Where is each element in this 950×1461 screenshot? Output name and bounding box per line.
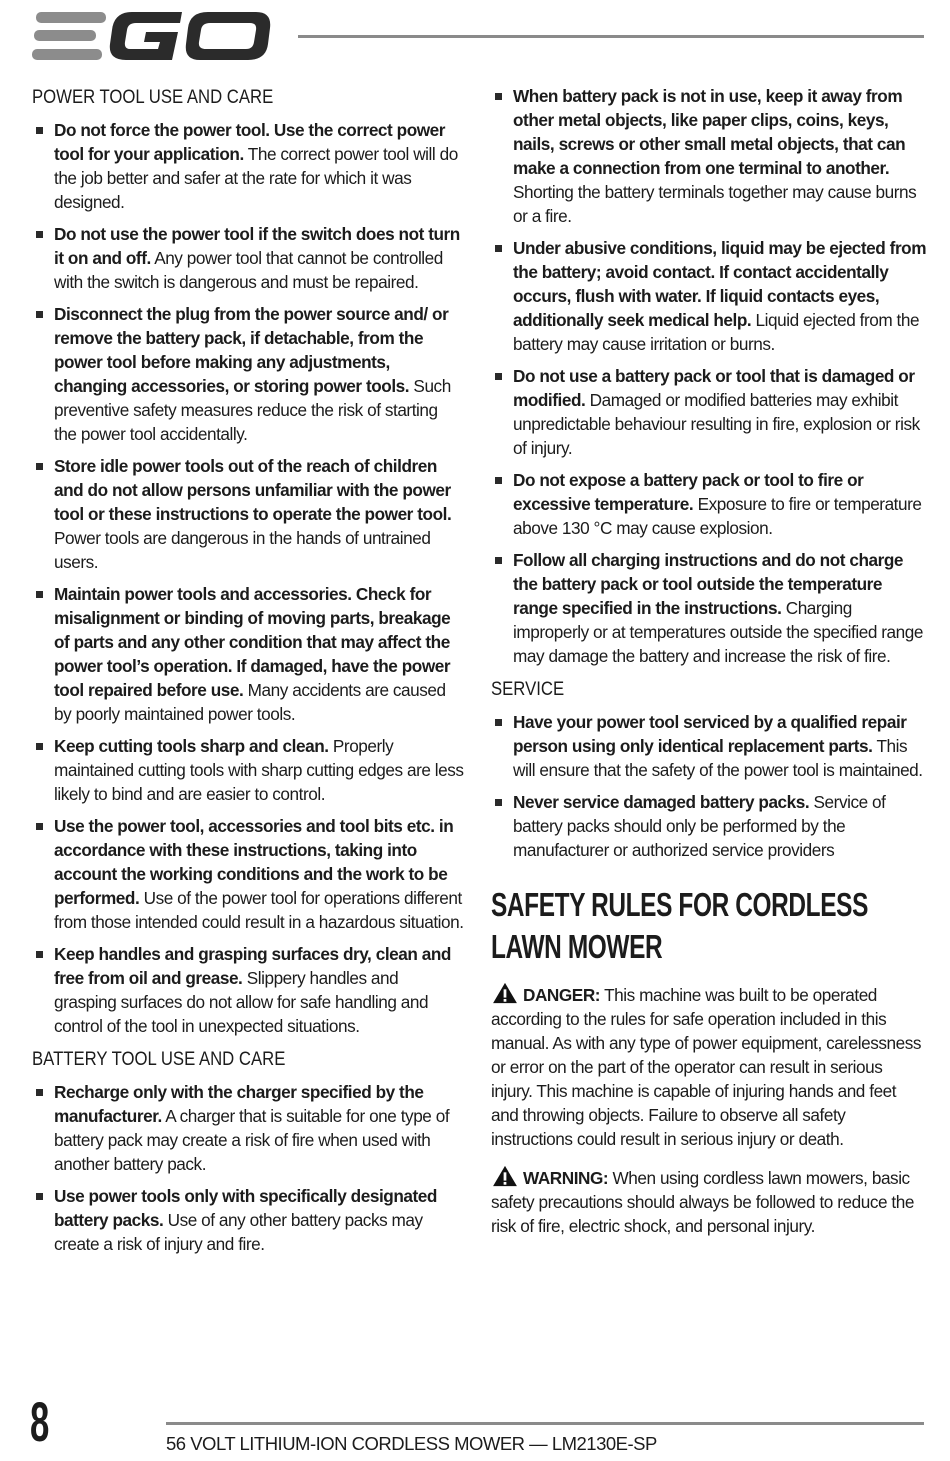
- danger-text: This machine was built to be operated according to the rules for safe operation included in this manual. As with any type of power equipment, carelessness or error on the part of the operator can result in serious injury. This machine is capable of injuring hands and feet and throwing objects. Failure to observe all safety instructions could result in serious injury or death.: [491, 985, 922, 1149]
- danger-label: DANGER:: [523, 985, 601, 1005]
- list-item: [32, 1184, 464, 1256]
- list-item-bold: Never service damaged battery packs.: [513, 792, 810, 812]
- list-item: [32, 302, 464, 446]
- ego-logo: [32, 8, 272, 64]
- list-item-text: Service of battery packs should only be performed by the manufacturer or authorized service providers: [513, 792, 886, 860]
- warning-paragraph: [491, 1165, 927, 1238]
- list-item: [491, 468, 927, 540]
- list-item-text: Slippery handles and grasping surfaces do not allow for safe handling and control of the tool in unexpected situations.: [54, 968, 429, 1036]
- list-item-text: Exposure to fire or temperature above 130 °C may cause explosion.: [513, 494, 922, 538]
- list-item: [32, 1080, 464, 1176]
- list-item: [32, 814, 464, 934]
- list-item-text: The correct power tool will do the job better and safer at the rate for which it was designed.: [54, 144, 458, 212]
- list-item: [491, 84, 927, 228]
- list-item: [32, 222, 464, 294]
- list-item-bold: Keep cutting tools sharp and clean.: [54, 736, 329, 756]
- list-item-bold: Recharge only with the charger specified by the manufacturer.: [54, 1082, 424, 1126]
- list-item-text: Shorting the battery terminals together may cause burns or a fire.: [513, 182, 917, 226]
- list-item-text: Properly maintained cutting tools with sharp cutting edges are less likely to bind and are easier to control.: [54, 736, 464, 804]
- list-item-bold: Use the power tool, accessories and tool bits etc. in accordance with these instructions, taking into account the working conditions and the work to be performed.: [54, 816, 454, 908]
- list-item-bold: Store idle power tools out of the reach of children and do not allow persons unfamiliar with the power tool or these instructions to operate the power tool.: [54, 456, 452, 524]
- list-item-bold: Under abusive conditions, liquid may be ejected from the battery; avoid contact. If contact accidentally occurs, flush with water. If liquid contacts eyes, additionally seek medical help.: [513, 238, 927, 330]
- list-item-text: Such preventive safety measures reduce the risk of starting the power tool accidentally.: [54, 376, 451, 444]
- section-title-power-tool: POWER TOOL USE AND CARE: [32, 87, 274, 108]
- list-item-text: Use of any other battery packs may create a risk of injury and fire.: [54, 1210, 423, 1254]
- battery-safety-list: [491, 84, 927, 668]
- list-item-bold: Do not use a battery pack or tool that is damaged or modified.: [513, 366, 915, 410]
- list-item-bold: Maintain power tools and accessories. Check for misalignment or binding of moving parts, breakage of parts and any other condition that may affect the power tool’s operation. If damaged, have the power tool repaired before use.: [54, 584, 451, 700]
- list-item: [32, 734, 464, 806]
- section-title-battery-tool: BATTERY TOOL USE AND CARE: [32, 1049, 286, 1070]
- list-item-text: Use of the power tool for operations different from those intended could result in a hazardous situation.: [54, 888, 464, 932]
- list-item-bold: When battery pack is not in use, keep it away from other metal objects, like paper clips, coins, keys, nails, screws or other small metal objects, that can make a connection from one terminal to another.: [513, 86, 906, 178]
- left-column: [32, 84, 464, 1264]
- battery-tool-list: [32, 1080, 464, 1256]
- right-column: [491, 84, 927, 1252]
- header-rule: [298, 35, 924, 38]
- power-tool-list: [32, 118, 464, 1038]
- list-item: [491, 710, 927, 782]
- footer-rule: [166, 1422, 924, 1425]
- list-item-bold: Keep handles and grasping surfaces dry, clean and free from oil and grease.: [54, 944, 451, 988]
- list-item-bold: Use power tools only with specifically designated battery packs.: [54, 1186, 437, 1230]
- list-item: [491, 548, 927, 668]
- list-item-text: This will ensure that the safety of the power tool is maintained.: [513, 736, 923, 780]
- list-item-text: Liquid ejected from the battery may cause irritation or burns.: [513, 310, 920, 354]
- warning-label: WARNING:: [523, 1168, 609, 1188]
- list-item: [491, 790, 927, 862]
- list-item-bold: Do not force the power tool. Use the correct power tool for your application.: [54, 120, 446, 164]
- list-item-text: Power tools are dangerous in the hands of untrained users.: [54, 528, 431, 572]
- list-item-bold: Have your power tool serviced by a qualified repair person using only identical replacement parts.: [513, 712, 907, 756]
- list-item-text: A charger that is suitable for one type of battery pack may create a risk of fire when used with another battery pack.: [54, 1106, 450, 1174]
- list-item: [491, 364, 927, 460]
- safety-rules-heading: SAFETY RULES FOR CORDLESS LAWN MOWER: [491, 886, 868, 965]
- list-item-bold: Do not use the power tool if the switch does not turn it on and off.: [54, 224, 460, 268]
- list-item-text: Many accidents are caused by poorly maintained power tools.: [54, 680, 446, 724]
- list-item-bold: Follow all charging instructions and do not charge the battery pack or tool outside the temperature range specified in the instructions.: [513, 550, 904, 618]
- list-item: [32, 454, 464, 574]
- danger-paragraph: [491, 982, 927, 1151]
- warning-text: When using cordless lawn mowers, basic safety precautions should always be followed to reduce the risk of fire, electric shock, and personal injury.: [491, 1168, 914, 1236]
- list-item-text: Charging improperly or at temperatures outside the specified range may damage the battery and increase the risk of fire.: [513, 598, 923, 666]
- section-title-service: SERVICE: [491, 679, 565, 700]
- service-list: [491, 710, 927, 862]
- list-item-bold: Do not expose a battery pack or tool to fire or excessive temperature.: [513, 470, 864, 514]
- list-item-text: Damaged or modified batteries may exhibit unpredictable behaviour resulting in fire, explosion or risk of injury.: [513, 390, 920, 458]
- list-item: [32, 942, 464, 1038]
- footer-text: 56 VOLT LITHIUM-ION CORDLESS MOWER — LM2130E-SP: [166, 1433, 657, 1454]
- list-item-text: Any power tool that cannot be controlled with the switch is dangerous and must be repaired.: [54, 248, 443, 292]
- page-number: 8: [30, 1390, 50, 1453]
- list-item: [491, 236, 927, 356]
- warning-triangle-icon: [491, 982, 519, 1004]
- list-item: [32, 118, 464, 214]
- list-item-bold: Disconnect the plug from the power source and/ or remove the battery pack, if detachable, from the power tool before making any adjustments, changing accessories, or storing power tools.: [54, 304, 449, 396]
- list-item: [32, 582, 464, 726]
- warning-triangle-icon: [491, 1165, 519, 1187]
